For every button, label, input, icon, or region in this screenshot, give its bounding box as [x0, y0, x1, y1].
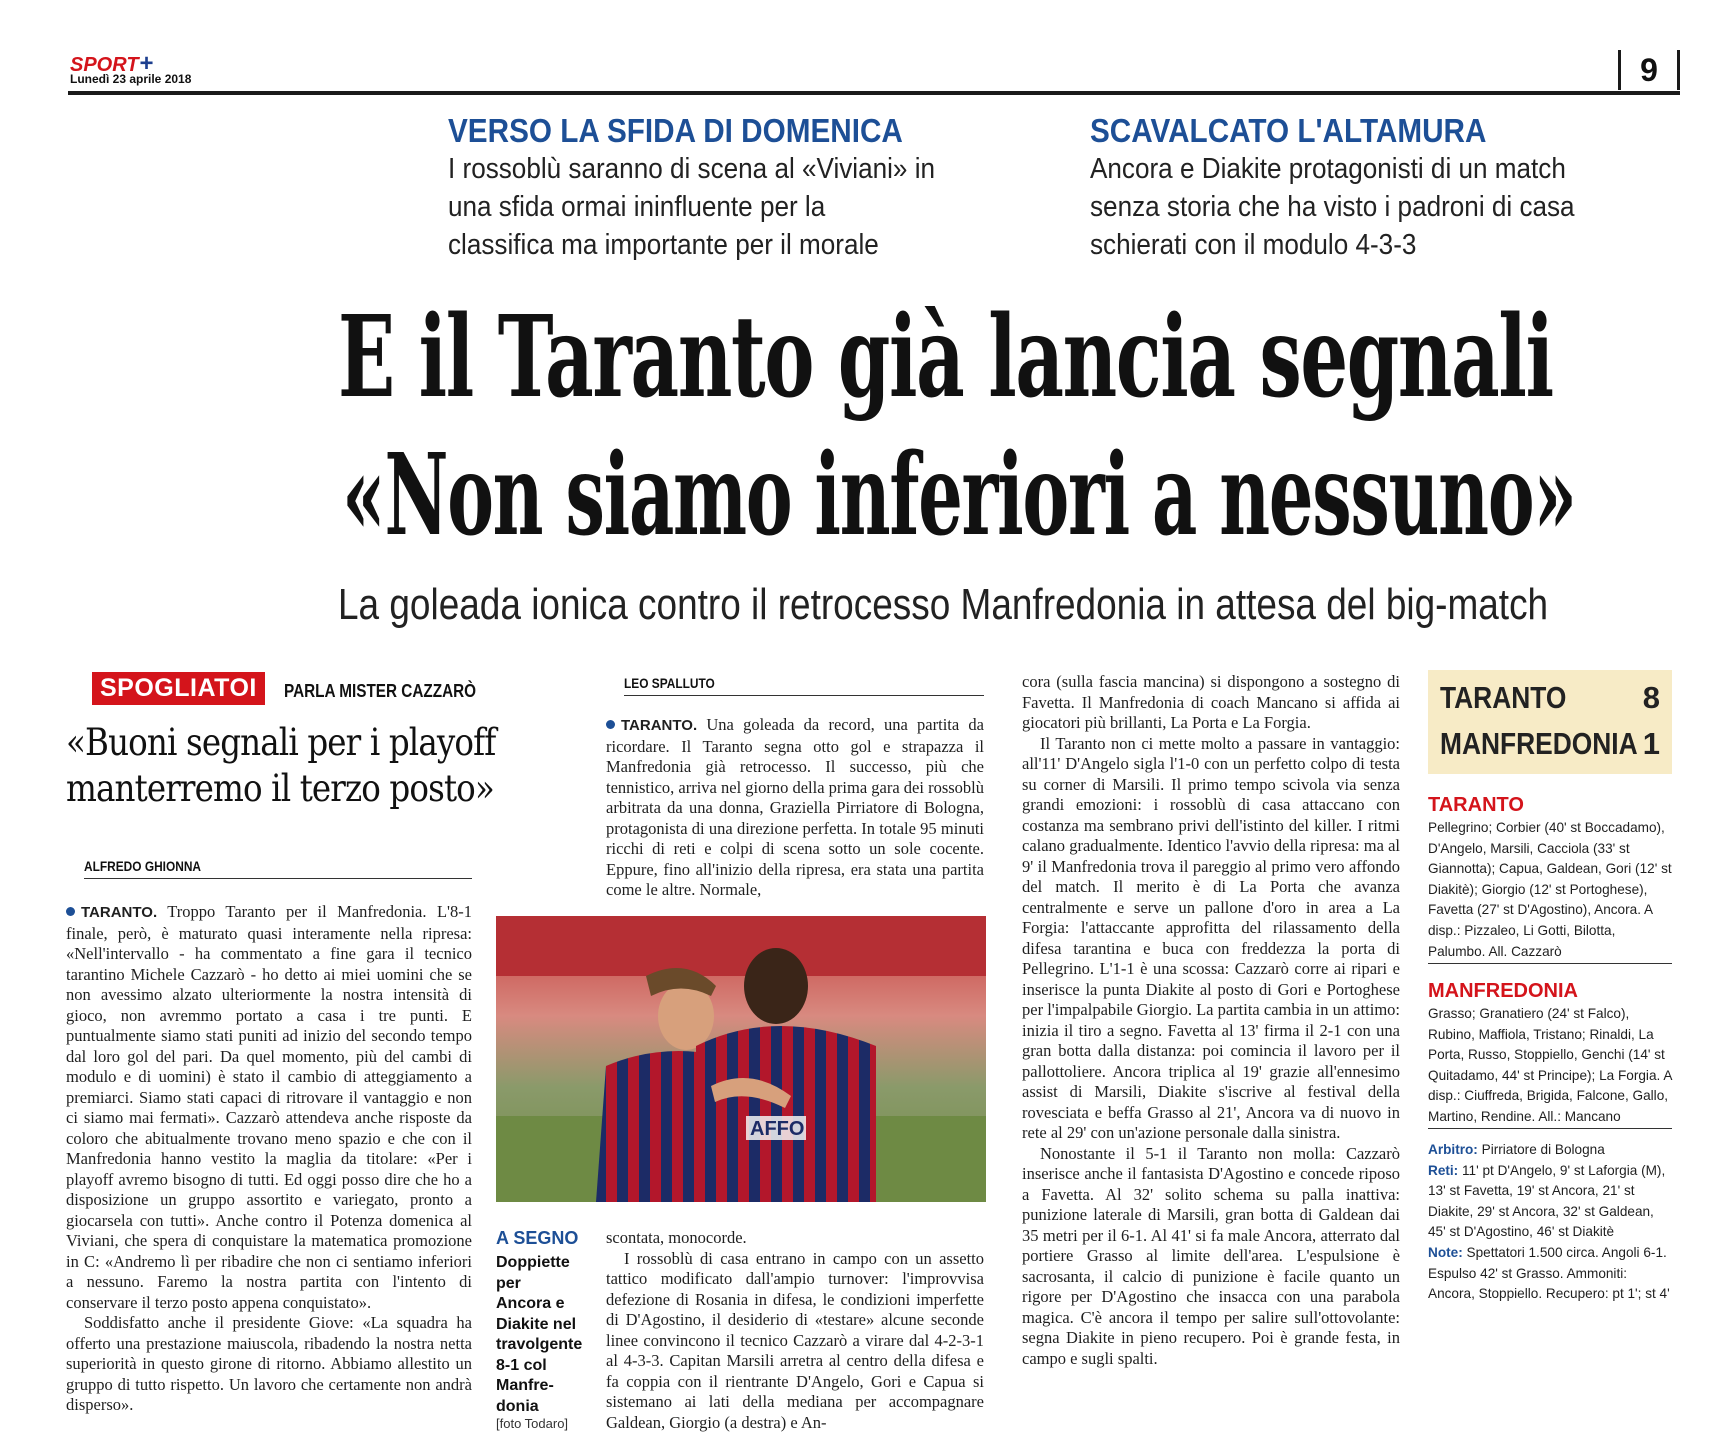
- paragraph: I rossoblù di casa entrano in campo con un assetto tattico modificato dall'ampio turnover: l'improvvisa defezione di Rosania in difesa, le condizioni imperfette di D'Agostino, il desiderio di «testare» alcune seconde linee convincono il tecnico Cazzarò a virare dal 4-2-3-1 al 4-3-3. Capitan Marsili arretra al centro della difesa e fa coppia con il rientrante D'Angelo, Gori e Capua si sistemano ai lati della mediana per accompagnare Galdean, Giorgio (a destra) e An-: [606, 1248, 984, 1432]
- deck-line: I rossoblù saranno di scena al «Viviani» in: [448, 153, 936, 185]
- home-team: TARANTO: [1440, 680, 1567, 715]
- issue-date: Lunedì 23 aprile 2018: [70, 72, 192, 86]
- jersey-sponsor-text: AFFO: [750, 1118, 805, 1140]
- sidebar-byline: ALFREDO GHIONNA: [84, 858, 202, 874]
- paragraph: TARANTO. Troppo Taranto per il Manfredonia. L'8-1 finale, però, è maturato quasi interamente nella ripresa: «Nell'intervallo - ha commentato a fine gara il tecnico tarantino Michele Cazzarò - ho detto ai miei uomini che se non avessimo alzato ulteriormente la nostra intensità di gioco, non avremmo portato a casa i tre punti. E puntualmente siamo stati puniti ad inizio del secondo tempo dal loro gol del pari. Da quel momento, più del cambi di modulo e di uomini) è stato il cambio di atteggiamento a premiarci. Siamo stati capaci di ritrovare il vantaggio e non ci siamo mai fermati». Cazzarò attendeva anche risposte da coloro che abitualmente trovano meno spazio e che con il Manfredonia hanno vestito la maglia da titolare: «Per i playoff avremo bisogno di tutti. Ed oggi posso dire che ho a disposizione un gruppo assortito e variegato, pronto a giocarsela con tutti». Anche contro il Potenza domenica al Viviani, che spera di conquistare la matematica promozione in C: «Andremo lì per ribadire che non ci sentiamo inferiori a nessuno. Faremo la nostra partita con l'intento di conservare il terzo posto appena conquistato».: [66, 902, 472, 1312]
- page-number-box: [1618, 50, 1680, 90]
- paragraph: Nonostante il 5-1 il Taranto non molla: Cazzarò inserisce anche il fantasista D'Agostino e concede riposo a Favetta. Al 32' solito schema su palla inattiva: punizione laterale di Marsili, gran botta di Galdean dai 35 metri per il 6-1. Al 41' si fa male Ancora, atterrato dal portiere Grasso al limite dell'area. L'espulsione è sacrosanta, il calcio di punizione è facile quanto un rigore per D'Agostino che insacca con una parabola magica. C'è ancora il tempo per salire sull'ottovolante: segna Diakite in pieno recupero. Poi è grande festa, in campo e sugli spalti.: [1022, 1143, 1400, 1368]
- home-lineup-title: TARANTO: [1428, 794, 1524, 816]
- match-photo: [496, 916, 986, 1202]
- section-logo: SPORT+: [70, 50, 154, 77]
- paragraph: Il Taranto non ci mette molto a passare in vantaggio: all'11' D'Angelo sigla l'1-0 con un perfetto colpo di testa su corner di Marsili. Il primo tempo scivola via senza grandi emozioni: i rossoblù di casa attaccano con costanza ma sembrano privi dell'istinto del killer. I ritmi calano gradualmente. Identico l'avvio della ripresa: ma al 9' il Manfredonia trova il pareggio al primo vero affondo del match. Il merito è di La Porta che avanza centralmente e serve un pallone d'oro in area a La Forgia: l'attaccante approfitta del rilassamento della difesa tarantina e buca con freddezza la porta di Pellegrino. L'1-1 è una scossa: Cazzarò corre ai ripari e inserisce la punta Diakite al posto di Gori e Portoghese per l'impalpabile Giorgio. La partita cambia in un attimo: inizia il tiro a segno. Favetta al 13' firma il 2-1 con una gran botta dalla distanza: poi comincia il lavoro per il pallottoliere. Ancora triplica al 19' grazie all'ennesimo assist di Marsili, Diakite s'iscrive al festival della rovesciata e beffa Grasso al 21', Ancora va di nuovo in rete al 29' con un'azione personale dalla sinistra.: [1022, 733, 1400, 1142]
- score-row-home: [1440, 680, 1660, 720]
- paragraph: cora (sulla fascia mancina) si dispongono a sostegno di Favetta. Il Manfredonia di coach Mancano si affida ai giocatori più brillanti, La Porta e La Forgia.: [1022, 672, 1400, 732]
- photo-caption: Doppiette per Ancora e Diakite nel travolgente 8-1 col Manfre- donia: [496, 1254, 583, 1415]
- bullet-icon: [66, 907, 75, 916]
- headline-line-2: «Non siamo inferiori a nessuno»: [342, 430, 1576, 561]
- home-score: 8: [1642, 680, 1660, 715]
- notes-line: Note: Spettatori 1.500 circa. Angoli 6-1. Espulso 42' st Grasso. Ammoniti: Ancora, Stoppiello. Recupero: pt 1'; st 4': [1428, 1244, 1670, 1302]
- players-celebrating-image: [496, 916, 986, 1202]
- away-team: MANFREDONIA: [1440, 726, 1638, 761]
- lineup-divider: [1428, 963, 1672, 964]
- goals-line: Reti: 11' pt D'Angelo, 9' st Laforgia (M), 13' st Favetta, 19' st Ancora, 21' st Diakite, 29' st Ancora, 32' st Galdean, 45' st D'Agostino, 46' st Diakitè: [1428, 1162, 1666, 1240]
- dateline: TARANTO.: [81, 904, 158, 921]
- bullet-icon: [606, 720, 615, 729]
- main-body-top: [606, 715, 984, 901]
- section-tag: SPOGLIATOI: [92, 672, 265, 705]
- score-row-away: [1440, 726, 1660, 766]
- kicker-left-title: VERSO LA SFIDA DI DOMENICA: [448, 112, 903, 149]
- paragraph: scontata, monocorde.: [606, 1228, 747, 1247]
- kicker-right-title: SCAVALCATO L'ALTAMURA: [1090, 112, 1487, 149]
- deck-line: una sfida ormai ininfluente per la: [448, 191, 826, 223]
- sidebar-body: [66, 902, 472, 1416]
- main-body-bottom: [606, 1228, 984, 1433]
- dateline: TARANTO.: [621, 717, 698, 734]
- deck-line: classifica ma importante per il morale: [448, 229, 879, 261]
- byline-rule: [84, 878, 472, 879]
- paragraph: Soddisfatto anche il presidente Giove: «La squadra ha offerto una prestazione maiuscola, ribadendo la nostra netta superiorità in questo girone di ritorno. Abbiamo allestito un gruppo di tutto rispetto. Un lavoro che certamente non andrà disperso».: [66, 1313, 472, 1414]
- lineup-divider: [1428, 1128, 1672, 1129]
- header-rule: [68, 91, 1680, 95]
- section-tag-subtitle: PARLA MISTER CAZZARÒ: [284, 681, 477, 701]
- caption-title: A SEGNO: [496, 1228, 579, 1248]
- deck-line: schierati con il modulo 4-3-3: [1090, 229, 1417, 261]
- away-lineup: Grasso; Granatiero (24' st Falco), Rubino, Maffiola, Tristano; Rinaldi, La Porta, Russo, Stoppiello, Genchi (14' st Quitadamo, 44' st Principe); La Forgia. A disp.: Ciuffreda, Brigida, Falcone, Gallo, Martino, Rendine. All.: Mancano: [1428, 1006, 1672, 1124]
- sidebar-quote: [66, 720, 496, 812]
- page-number: 9: [1640, 52, 1658, 88]
- scoreboard: [1428, 670, 1672, 774]
- home-lineup: Pellegrino; Corbier (40' st Boccadamo), D'Angelo, Marsili, Cacciola (33' st Giannotta); Capua, Galdean, Gori (12' st Diakitè); Giorgio (12' st Portoghese), Favetta (27' st D'Agostino), Ancora. A disp.: Pizzaleo, Li Gotti, Bilotta, Palumbo. All. Cazzarò: [1428, 820, 1672, 959]
- main-byline: LEO SPALLUTO: [624, 675, 715, 691]
- deck-line: Ancora e Diakite protagonisti di un match: [1090, 153, 1566, 185]
- away-score: 1: [1642, 726, 1660, 761]
- headline-line-1: E il Taranto già lancia segnali: [338, 292, 1553, 423]
- plus-icon: +: [139, 50, 154, 77]
- byline-rule: [624, 695, 984, 696]
- paragraph: TARANTO. Una goleada da record, una partita da ricordare. Il Taranto segna otto gol e strapazza il Manfredonia già retrocesso. Il successo, più che tennistico, arriva nel giorno della prima gara dei rossoblù arbitrata da una donna, Graziella Pirriatore di Bologna, protagonista di una direzione perfetta. In totale 95 minuti ricchi di reti e colpi di scena sotto un sole cocente. Eppure, fino all'inizio della ripresa, era stata una partita come le altre. Normale,: [606, 715, 985, 899]
- kicker-left-deck: [448, 150, 935, 264]
- headline-subhead: La goleada ionica contro il retrocesso Manfredonia in attesa del big-match: [338, 580, 1549, 629]
- match-info: [1428, 1140, 1672, 1305]
- main-body-col3: [1022, 672, 1400, 1369]
- deck-line: senza storia che ha visto i padroni di casa: [1090, 191, 1575, 223]
- photo-credit: [foto Todaro]: [496, 1416, 569, 1431]
- referee-line: Arbitro: Pirriatore di Bologna: [1428, 1142, 1605, 1157]
- quote-line: «Buoni segnali per i playoff: [66, 721, 496, 764]
- kicker-right-deck: [1090, 150, 1575, 264]
- quote-line: manterremo il terzo posto»: [66, 767, 494, 810]
- away-lineup-title: MANFREDONIA: [1428, 980, 1578, 1002]
